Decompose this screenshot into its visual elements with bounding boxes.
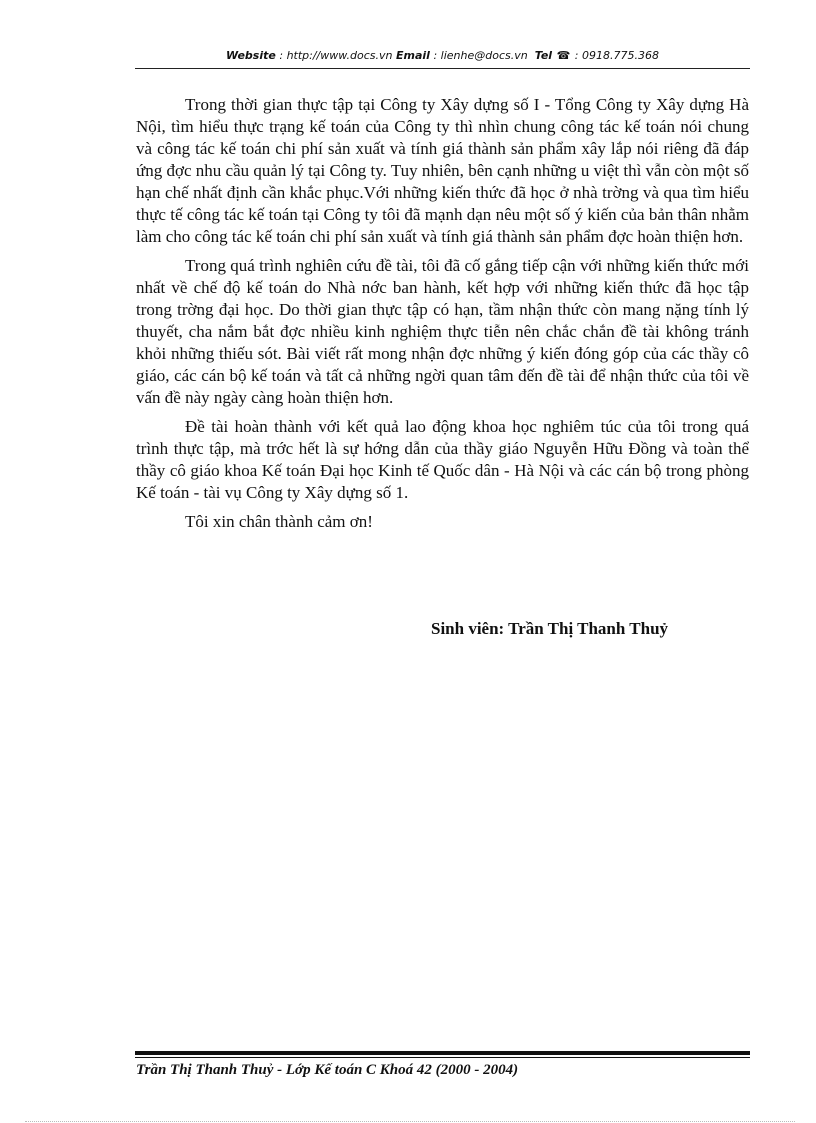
website-separator: : — [275, 49, 287, 62]
document-body — [136, 94, 749, 540]
paragraph-research-process: Trong quá trình nghiên cứu đề tài, tôi đã cố gắng tiếp cận với những kiến thức mới nhất về chế độ kế toán do Nhà nớc ban hành, kết hợp với những kiến thức đã học tập trong trờng đại học. Do thời gian thực tập có hạn, tầm nhận thức còn mang nặng tính lý thuyết, cha nắm bắt đợc nhiều kinh nghiệm thực tiễn nên chắc chắn đề tài không tránh khỏi những thiếu sót. Bài viết rất mong nhận đợc những ý kiến đóng góp của các thầy cô giáo, các cán bộ kế toán và tất cả những ngời quan tâm đến đề tài để nhận thức của tôi về vấn đề này ngày càng hoàn thiện hơn. — [136, 256, 749, 407]
tel-separator: : — [571, 49, 582, 62]
student-signature: Sinh viên: Trần Thị Thanh Thuỷ — [431, 619, 669, 638]
paragraph-thanks: Tôi xin chân thành cảm ơn! — [185, 512, 373, 531]
phone-icon: ☎ — [556, 49, 571, 62]
page-footer: Trần Thị Thanh Thuỷ - Lớp Kế toán C Khoá 42 (2000 - 2004) — [136, 1062, 519, 1078]
paragraph-internship-assessment: Trong thời gian thực tập tại Công ty Xây dựng số I - Tổng Công ty Xây dựng Hà Nội, tìm hiểu thực trạng kế toán của Công ty thì nhìn chung công tác kế toán nói chung và công tác kế toán chi phí sản xuất và tính giá thành sản phẩm xây lắp nói riêng đã đáp ứng đợc nhu cầu quản lý tại Công ty. Tuy nhiên, bên cạnh những u việt thì vẫn còn một số hạn chế nhất định cần khắc phục.Với những kiến thức đã học ở nhà trờng và qua tìm hiểu thực tế công tác kế toán tại Công ty tôi đã mạnh dạn nêu một số ý kiến của bản thân nhằm làm cho công tác kế toán chi phí sản xuất và tính giá thành sản phẩm đợc hoàn thiện hơn. — [136, 95, 749, 246]
website-url: http://www.docs.vn — [286, 49, 393, 62]
email-separator: : — [429, 49, 441, 62]
email-address: lienhe@docs.vn — [440, 49, 528, 62]
paragraph-acknowledgement: Đề tài hoàn thành với kết quả lao động khoa học nghiêm túc của tôi trong quá trình thực tập, mà trớc hết là sự hớng dẫn của thầy giáo Nguyễn Hữu Đồng và toàn thể thầy cô giáo khoa Kế toán Đại học Kinh tế Quốc dân - Hà Nội và các cán bộ trong phòng Kế toán - tài vụ Công ty Xây dựng số 1. — [136, 417, 749, 502]
tel-number: 0918.775.368 — [581, 49, 659, 62]
website-label: Website — [226, 49, 276, 62]
footer-rule-thin — [135, 1057, 750, 1058]
footer-rule-thick — [135, 1051, 750, 1055]
tel-label: Tel — [534, 49, 553, 62]
email-label: Email — [396, 49, 430, 62]
page-edge-divider — [25, 1121, 795, 1122]
page-header — [135, 46, 750, 69]
